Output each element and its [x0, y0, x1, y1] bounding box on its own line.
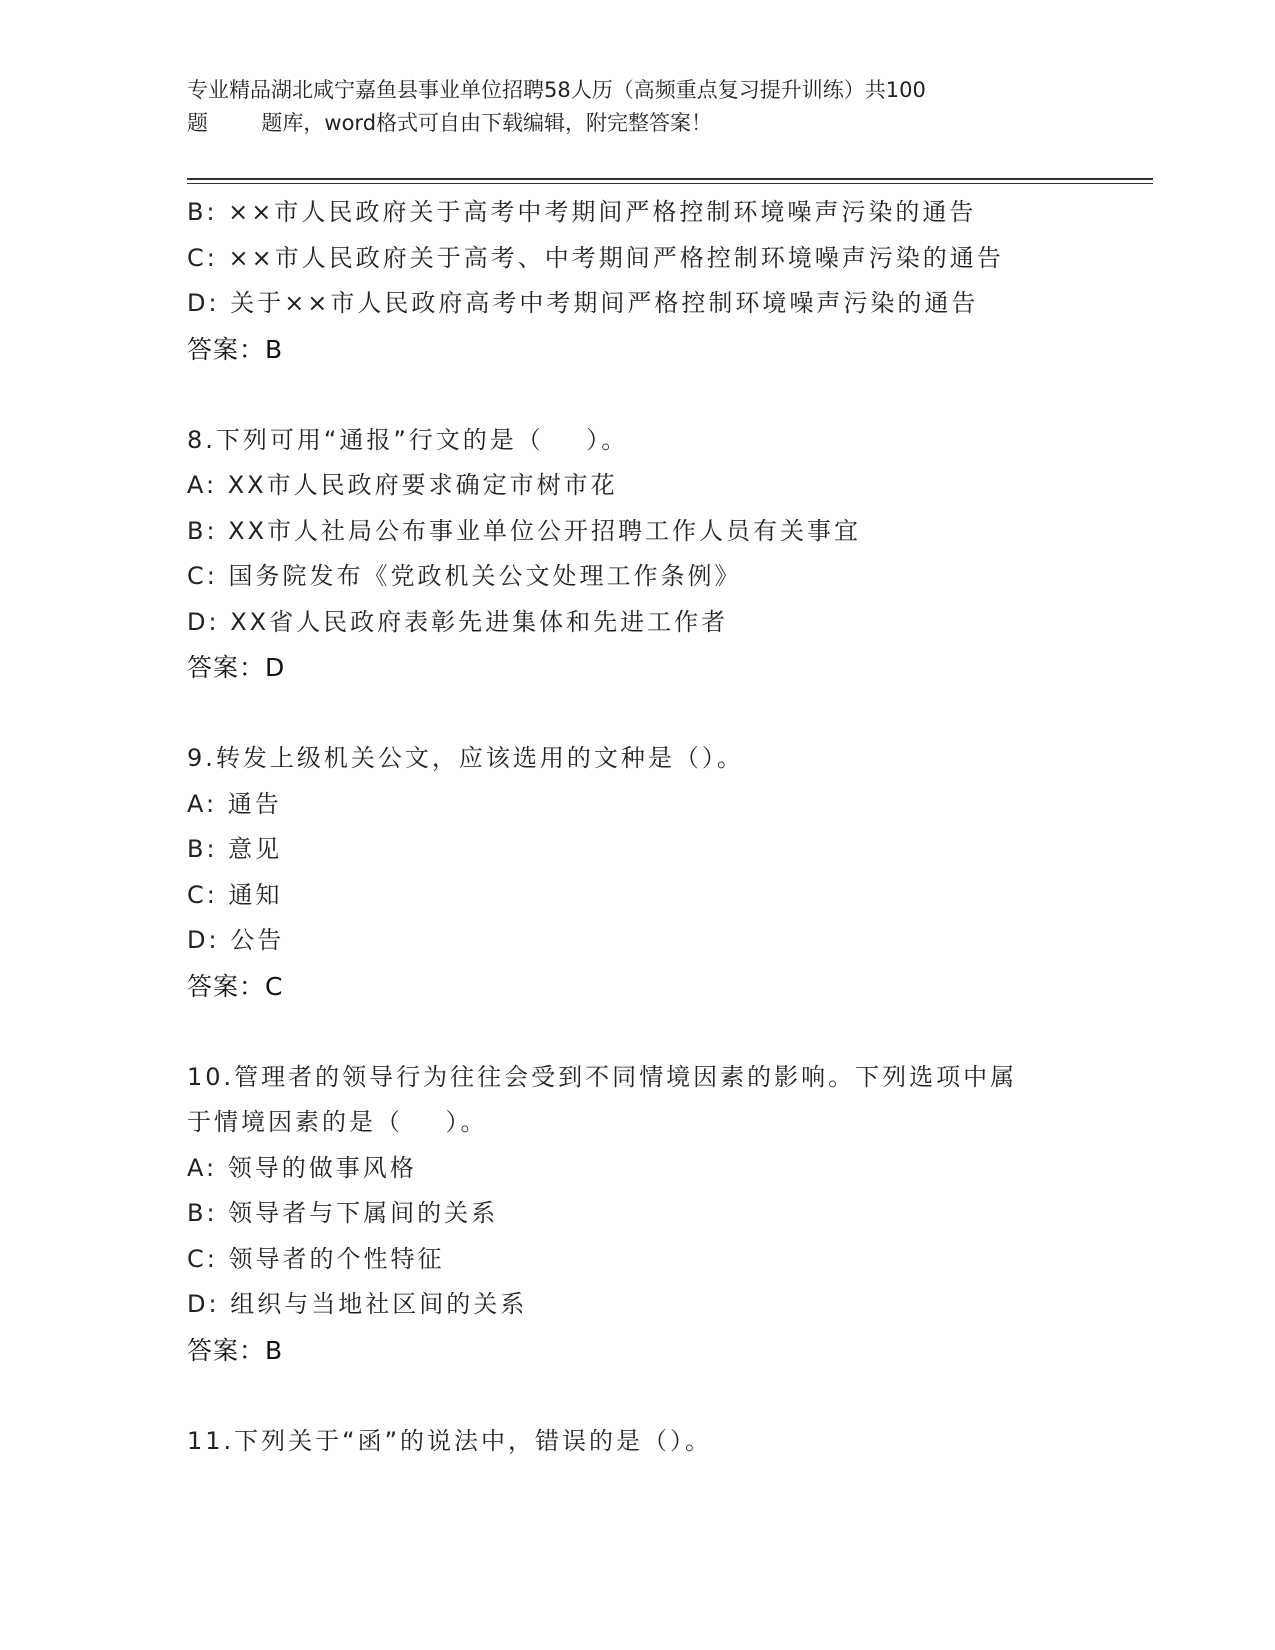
q9-option-c: C: 通知	[187, 880, 283, 909]
header-title-line-2: 题 题库，word格式可自由下载编辑，附完整答案！	[187, 111, 713, 135]
q8-option-d: D: XX省人民政府表彰先进集体和先进工作者	[187, 607, 729, 636]
question-10	[187, 1055, 1087, 1374]
q9-stem: 9.转发上级机关公文，应该选用的文种是（）。	[187, 744, 744, 772]
q10-stem-line-1: 10.管理者的领导行为往往会受到不同情境因素的影响。下列选项中属	[187, 1062, 1018, 1091]
q7-option-b: B: ××市人民政府关于高考中考期间严格控制环境噪声污染的通告	[187, 198, 977, 226]
q9-option-a: A: 通告	[187, 789, 282, 818]
q10-option-c: C: 领导者的个性特征	[187, 1244, 445, 1273]
q10-option-d: D: 组织与当地社区间的关系	[187, 1290, 528, 1318]
q10-option-a: A: 领导的做事风格	[187, 1153, 417, 1182]
question-7	[187, 190, 1087, 372]
q8-option-b: B: XX市人社局公布事业单位公开招聘工作人员有关事宜	[187, 516, 862, 545]
header-divider-thin	[187, 183, 1153, 184]
q9-option-d: D: 公告	[187, 926, 285, 954]
q9-option-b: B: 意见	[187, 835, 283, 863]
spacer	[187, 372, 1087, 418]
header-divider-thick	[187, 178, 1153, 180]
q8-option-a: A: XX市人民政府要求确定市树市花	[187, 471, 618, 499]
q7-answer: 答案：B	[187, 334, 284, 364]
question-list	[187, 190, 1087, 1464]
q10-stem-line-2: 于情境因素的是（ ）。	[187, 1108, 488, 1136]
q8-option-c: C: 国务院发布《党政机关公文处理工作条例》	[187, 562, 742, 590]
question-11	[187, 1419, 1087, 1465]
q7-option-c: C: ××市人民政府关于高考、中考期间严格控制环境噪声污染的通告	[187, 243, 1004, 272]
q8-stem: 8.下列可用“通报”行文的是（ ）。	[187, 425, 629, 454]
question-9	[187, 736, 1087, 1009]
q10-answer: 答案：B	[187, 1335, 284, 1365]
q11-stem: 11.下列关于“函”的说法中，错误的是（）。	[187, 1426, 713, 1455]
spacer	[187, 1373, 1087, 1419]
q9-answer: 答案：C	[187, 971, 284, 1001]
header-title-line-1: 专业精品湖北咸宁嘉鱼县事业单位招聘58人历（高频重点复习提升训练）共100	[187, 78, 926, 102]
spacer	[187, 1009, 1087, 1055]
document-header	[187, 74, 1087, 140]
question-8	[187, 418, 1087, 691]
spacer	[187, 691, 1087, 737]
q10-option-b: B: 领导者与下属间的关系	[187, 1199, 499, 1227]
q8-answer: 答案：D	[187, 653, 286, 682]
q7-option-d: D: 关于××市人民政府高考中考期间严格控制环境噪声污染的通告	[187, 289, 979, 317]
